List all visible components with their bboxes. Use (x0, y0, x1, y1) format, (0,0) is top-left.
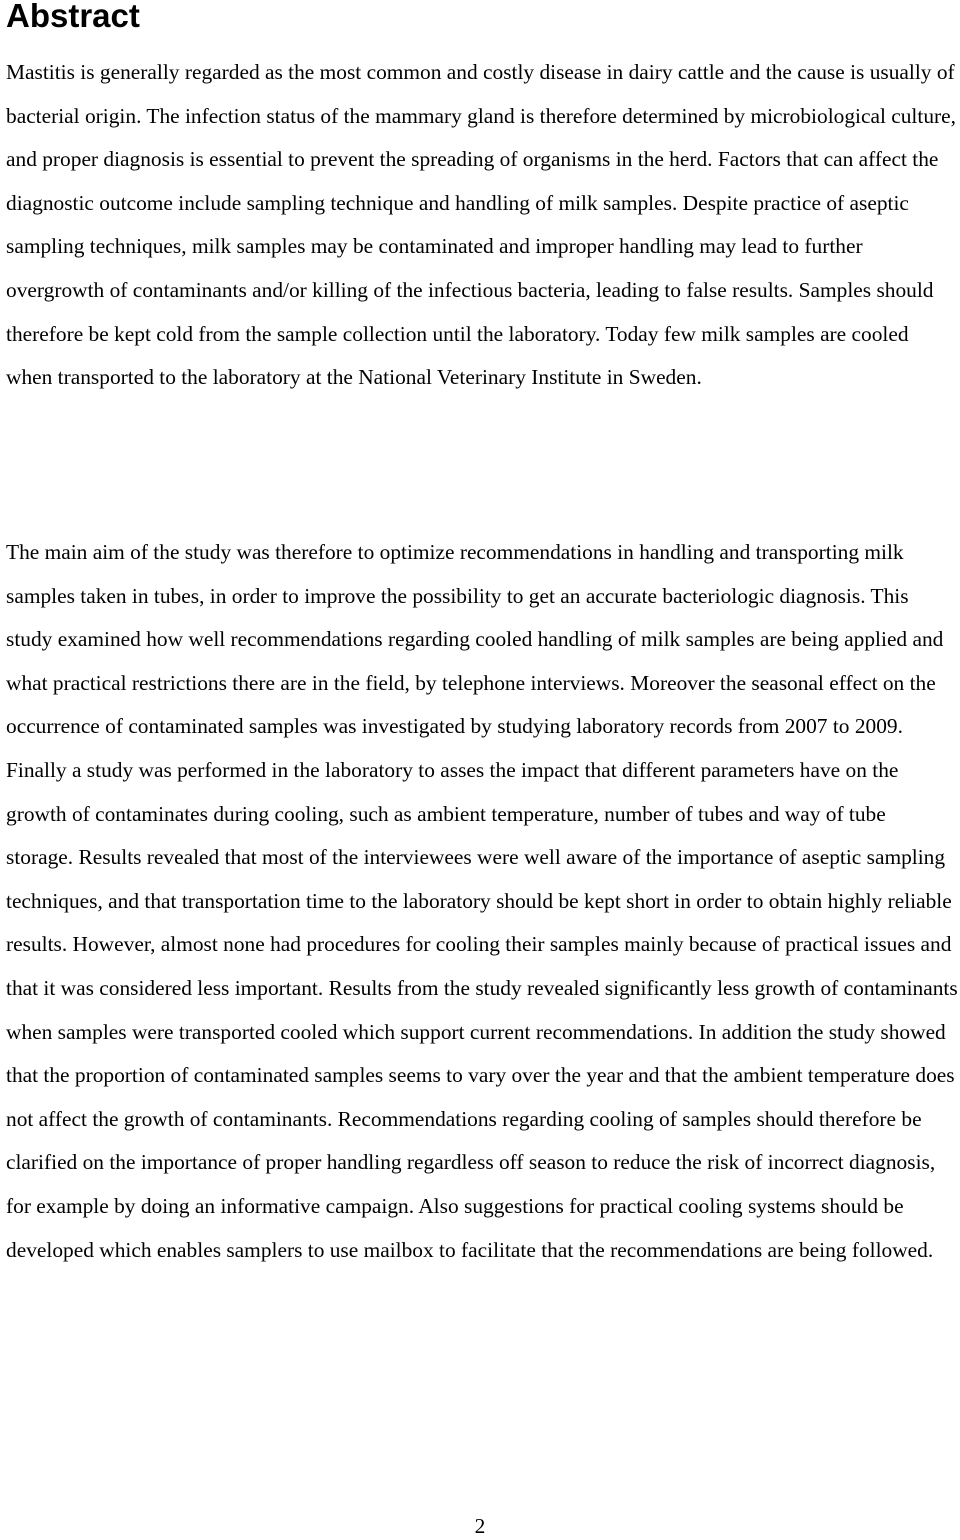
abstract-paragraph-1: Mastitis is generally regarded as the most common and costly disease in dairy cattle and the cause is usually of bacterial origin. The infection status of the mammary gland is therefore determined by microbiological culture, and proper diagnosis is essential to prevent the spreading of organisms in the herd. Factors that can affect the diagnostic outcome include sampling technique and handling of milk samples. Despite practice of aseptic sampling techniques, milk samples may be contaminated and improper handling may lead to further overgrowth of contaminants and/or killing of the infectious bacteria, leading to false results. Samples should therefore be kept cold from the sample collection until the laboratory. Today few milk samples are cooled when transported to the laboratory at the National Veterinary Institute in Sweden. (6, 60, 956, 390)
page-number: 2 (474, 1514, 486, 1538)
section-heading: Abstract (6, 0, 140, 34)
abstract-paragraph-2: The main aim of the study was therefore to optimize recommendations in handling and transporting milk samples taken in tubes, in order to improve the possibility to get an accurate bacteriologic diagnosis. This study examined how well recommendations regarding cooled handling of milk samples are being applied and what practical restrictions there are in the field, by telephone interviews. Moreover the seasonal effect on the occurrence of contaminated samples was investigated by studying laboratory records from 2007 to 2009. Finally a study was performed in the laboratory to asses the impact that different parameters have on the growth of contaminates during cooling, such as ambient temperature, number of tubes and way of tube storage. Results revealed that most of the interviewees were well aware of the importance of aseptic sampling techniques, and that transportation time to the laboratory should be kept short in order to obtain highly reliable results. However, almost none had procedures for cooling their samples mainly because of practical issues and that it was considered less important. Results from the study revealed significantly less growth of contaminants when samples were transported cooled which support current recommendations. In addition the study showed that the proportion of contaminated samples seems to vary over the year and that the ambient temperature does not affect the growth of contaminants. Recommendations regarding cooling of samples should therefore be clarified on the importance of proper handling regardless off season to reduce the risk of incorrect diagnosis, for example by doing an informative campaign. Also suggestions for practical cooling systems should be developed which enables samplers to use mailbox to facilitate that the recommendations are being followed. (6, 540, 958, 1262)
